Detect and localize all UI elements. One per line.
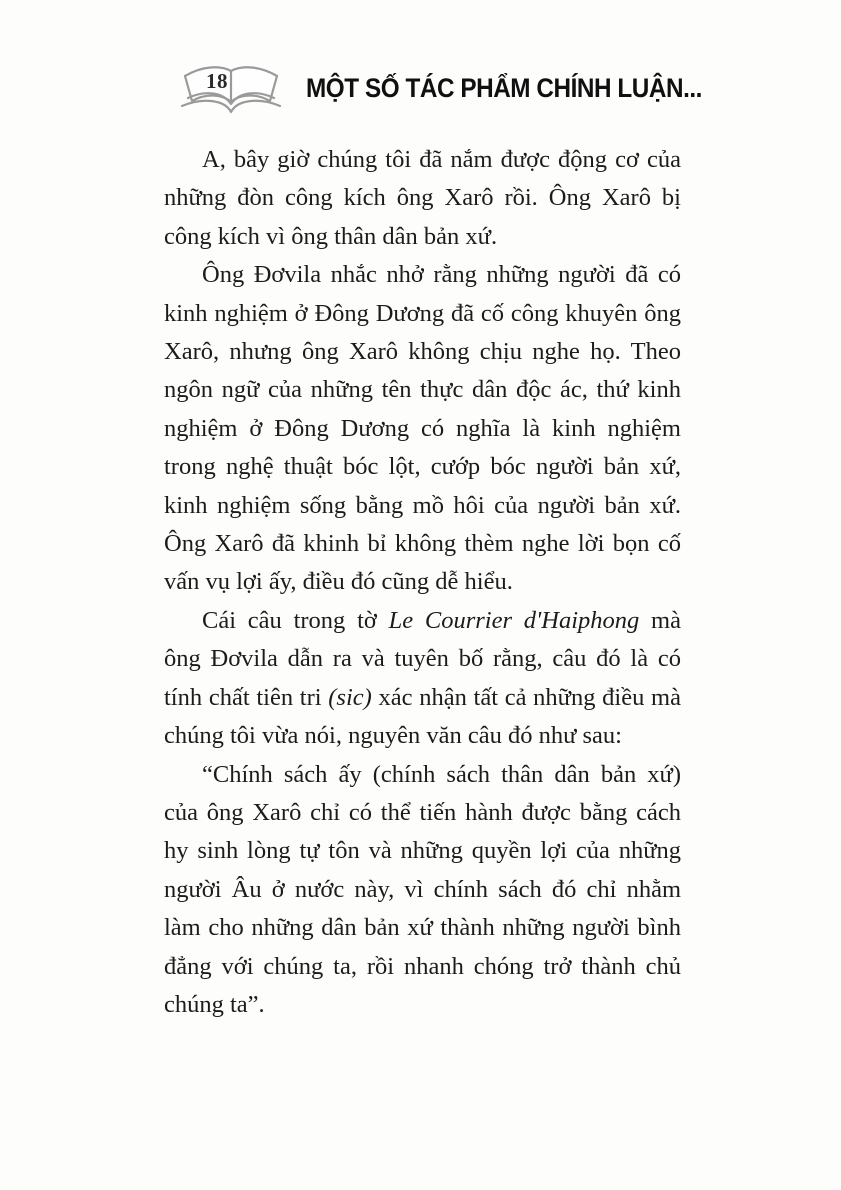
running-title: MỘT SỐ TÁC PHẨM CHÍNH LUẬN... xyxy=(306,73,702,103)
italic-text-run: (sic) xyxy=(328,683,372,711)
text-run: xác nhận tất cả những điều mà chúng tôi vừa nói, nguyên văn câu đó như sau: xyxy=(164,683,681,750)
text-run: Cái câu trong tờ xyxy=(202,606,389,634)
paragraph xyxy=(164,756,681,1025)
text-run: A, bây giờ chúng tôi đã nắm được động cơ của những đòn công kích ông Xarô rồi. Ông Xarô bị công kích vì ông thân dân bản xứ. xyxy=(164,146,681,250)
paragraph xyxy=(164,602,681,756)
text-run: Ông Đơvila nhắc nhở rằng những người đã có kinh nghiệm ở Đông Dương đã cố công khuyên ông Xarô, nhưng ông Xarô không chịu nghe họ. Theo ngôn ngữ của những tên thực dân độc ác, thứ kinh nghiệm ở Đông Dương có nghĩa là kinh nghiệm trong nghệ thuật bóc lột, cướp bóc người bản xứ, kinh nghiệm sống bằng mồ hôi của người bản xứ. Ông Xarô đã khinh bỉ không thèm nghe lời bọn cố vấn vụ lợi ấy, điều đó cũng dễ hiểu. xyxy=(164,261,681,596)
page-number: 18 xyxy=(206,69,228,93)
italic-text-run: Le Courrier d'Haiphong xyxy=(388,606,640,634)
open-book-icon xyxy=(178,64,284,116)
text-run: mà ông Đơvila dẫn ra và tuyên bố rằng, câu đó là có tính chất tiên tri xyxy=(164,606,681,711)
paragraph xyxy=(164,141,681,256)
paragraph xyxy=(164,256,681,602)
page-body xyxy=(164,141,681,1024)
page-header xyxy=(178,60,702,118)
text-run: “Chính sách ấy (chính sách thân dân bản xứ) của ông Xarô chỉ có thể tiến hành được bằng cách hy sinh lòng tự tôn và những quyền lợi của những người Âu ở nước này, vì chính sách đó chỉ nhằm làm cho những dân bản xứ thành những người bình đẳng với chúng ta, rồi nhanh chóng trở thành chủ chúng ta”. xyxy=(164,760,681,1018)
